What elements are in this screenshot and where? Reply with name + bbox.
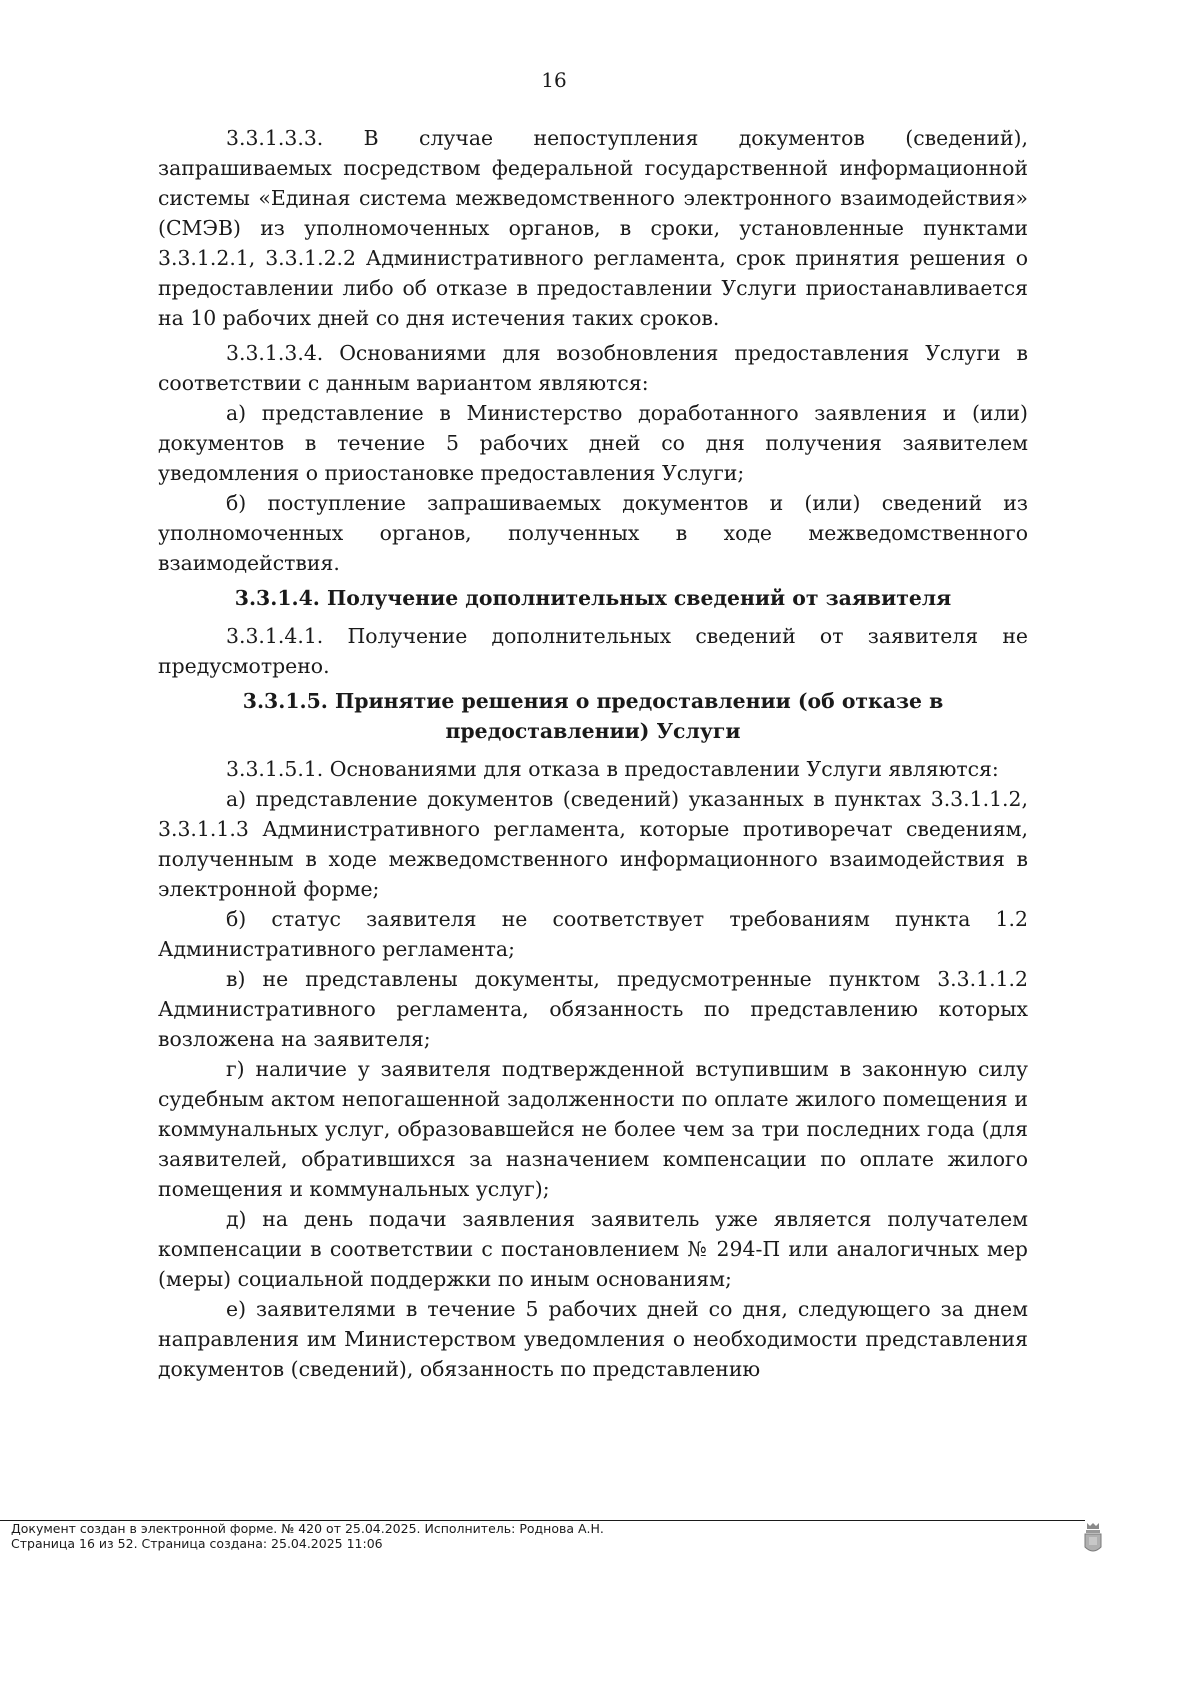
footer-document-info: Документ создан в электронной форме. № 420 от 25.04.2025. Исполнитель: Роднова А.Н. <box>11 1521 604 1536</box>
section-heading-line-1: 3.3.1.5. Принятие решения о предоставлении (об отказе в <box>242 689 944 713</box>
paragraph-3-3-1-3-3: 3.3.1.3.3. В случае непоступления документов (сведений), запрашиваемых посредством федеральной государственной информационной системы «Единая система межведомственного электронного взаимодействия» (СМЭВ) из уполномоченных органов, в сроки, установленные пунктами 3.3.1.2.1, 3.3.1.2.2 Административного регламента, срок принятия решения о предоставлении либо об отказе в предоставлении Услуги приостанавливается на 10 рабочих дней со дня истечения таких сроков. <box>158 126 1028 330</box>
section-heading-3-3-1-4: 3.3.1.4. Получение дополнительных сведений от заявителя <box>234 586 952 610</box>
document-body <box>158 123 1028 1384</box>
section-heading-3-3-1-5 <box>158 686 1028 746</box>
coat-of-arms-icon <box>1082 1521 1104 1557</box>
footer-page-info: Страница 16 из 52. Страница создана: 25.04.2025 11:06 <box>11 1536 383 1551</box>
paragraph-3-3-1-4-1: 3.3.1.4.1. Получение дополнительных сведений от заявителя не предусмотрено. <box>158 624 1028 678</box>
list-item-v-refusal: в) не представлены документы, предусмотренные пунктом 3.3.1.1.2 Административного регламента, обязанность по представлению которых возложена на заявителя; <box>158 967 1028 1051</box>
paragraph-3-3-1-3-4: 3.3.1.3.4. Основаниями для возобновления предоставления Услуги в соответствии с данным вариантом являются: <box>158 341 1028 395</box>
list-item-d-refusal: д) на день подачи заявления заявитель уже является получателем компенсации в соответствии с постановлением № 294-П или аналогичных мер (меры) социальной поддержки по иным основаниям; <box>158 1207 1028 1291</box>
list-item-e-refusal: е) заявителями в течение 5 рабочих дней со дня, следующего за днем направления им Министерством уведомления о необходимости представления документов (сведений), обязанность по представлению <box>158 1297 1028 1381</box>
document-footer <box>11 1521 1071 1551</box>
list-item-g-refusal: г) наличие у заявителя подтвержденной вступившим в законную силу судебным актом непогашенной задолженности по оплате жилого помещения и коммунальных услуг, образовавшейся не более чем за три последних года (для заявителей, обратившихся за назначением компенсации по оплате жилого помещения и коммунальных услуг); <box>158 1057 1028 1201</box>
section-heading-line-2: предоставлении) Услуги <box>445 719 741 743</box>
paragraph-3-3-1-5-1: 3.3.1.5.1. Основаниями для отказа в предоставлении Услуги являются: <box>226 757 999 781</box>
list-item-b-resumption: б) поступление запрашиваемых документов и (или) сведений из уполномоченных органов, полученных в ходе межведомственного взаимодействия. <box>158 491 1028 575</box>
list-item-a-resumption: а) представление в Министерство доработанного заявления и (или) документов в течение 5 рабочих дней со дня получения заявителем уведомления о приостановке предоставления Услуги; <box>158 401 1028 485</box>
list-item-a-refusal: а) представление документов (сведений) указанных в пунктах 3.3.1.1.2, 3.3.1.1.3 Административного регламента, которые противоречат сведениям, полученным в ходе межведомственного информационного взаимодействия в электронной форме; <box>158 787 1028 901</box>
page-number: 16 <box>541 68 567 92</box>
list-item-b-refusal: б) статус заявителя не соответствует требованиям пункта 1.2 Административного регламента; <box>158 907 1028 961</box>
